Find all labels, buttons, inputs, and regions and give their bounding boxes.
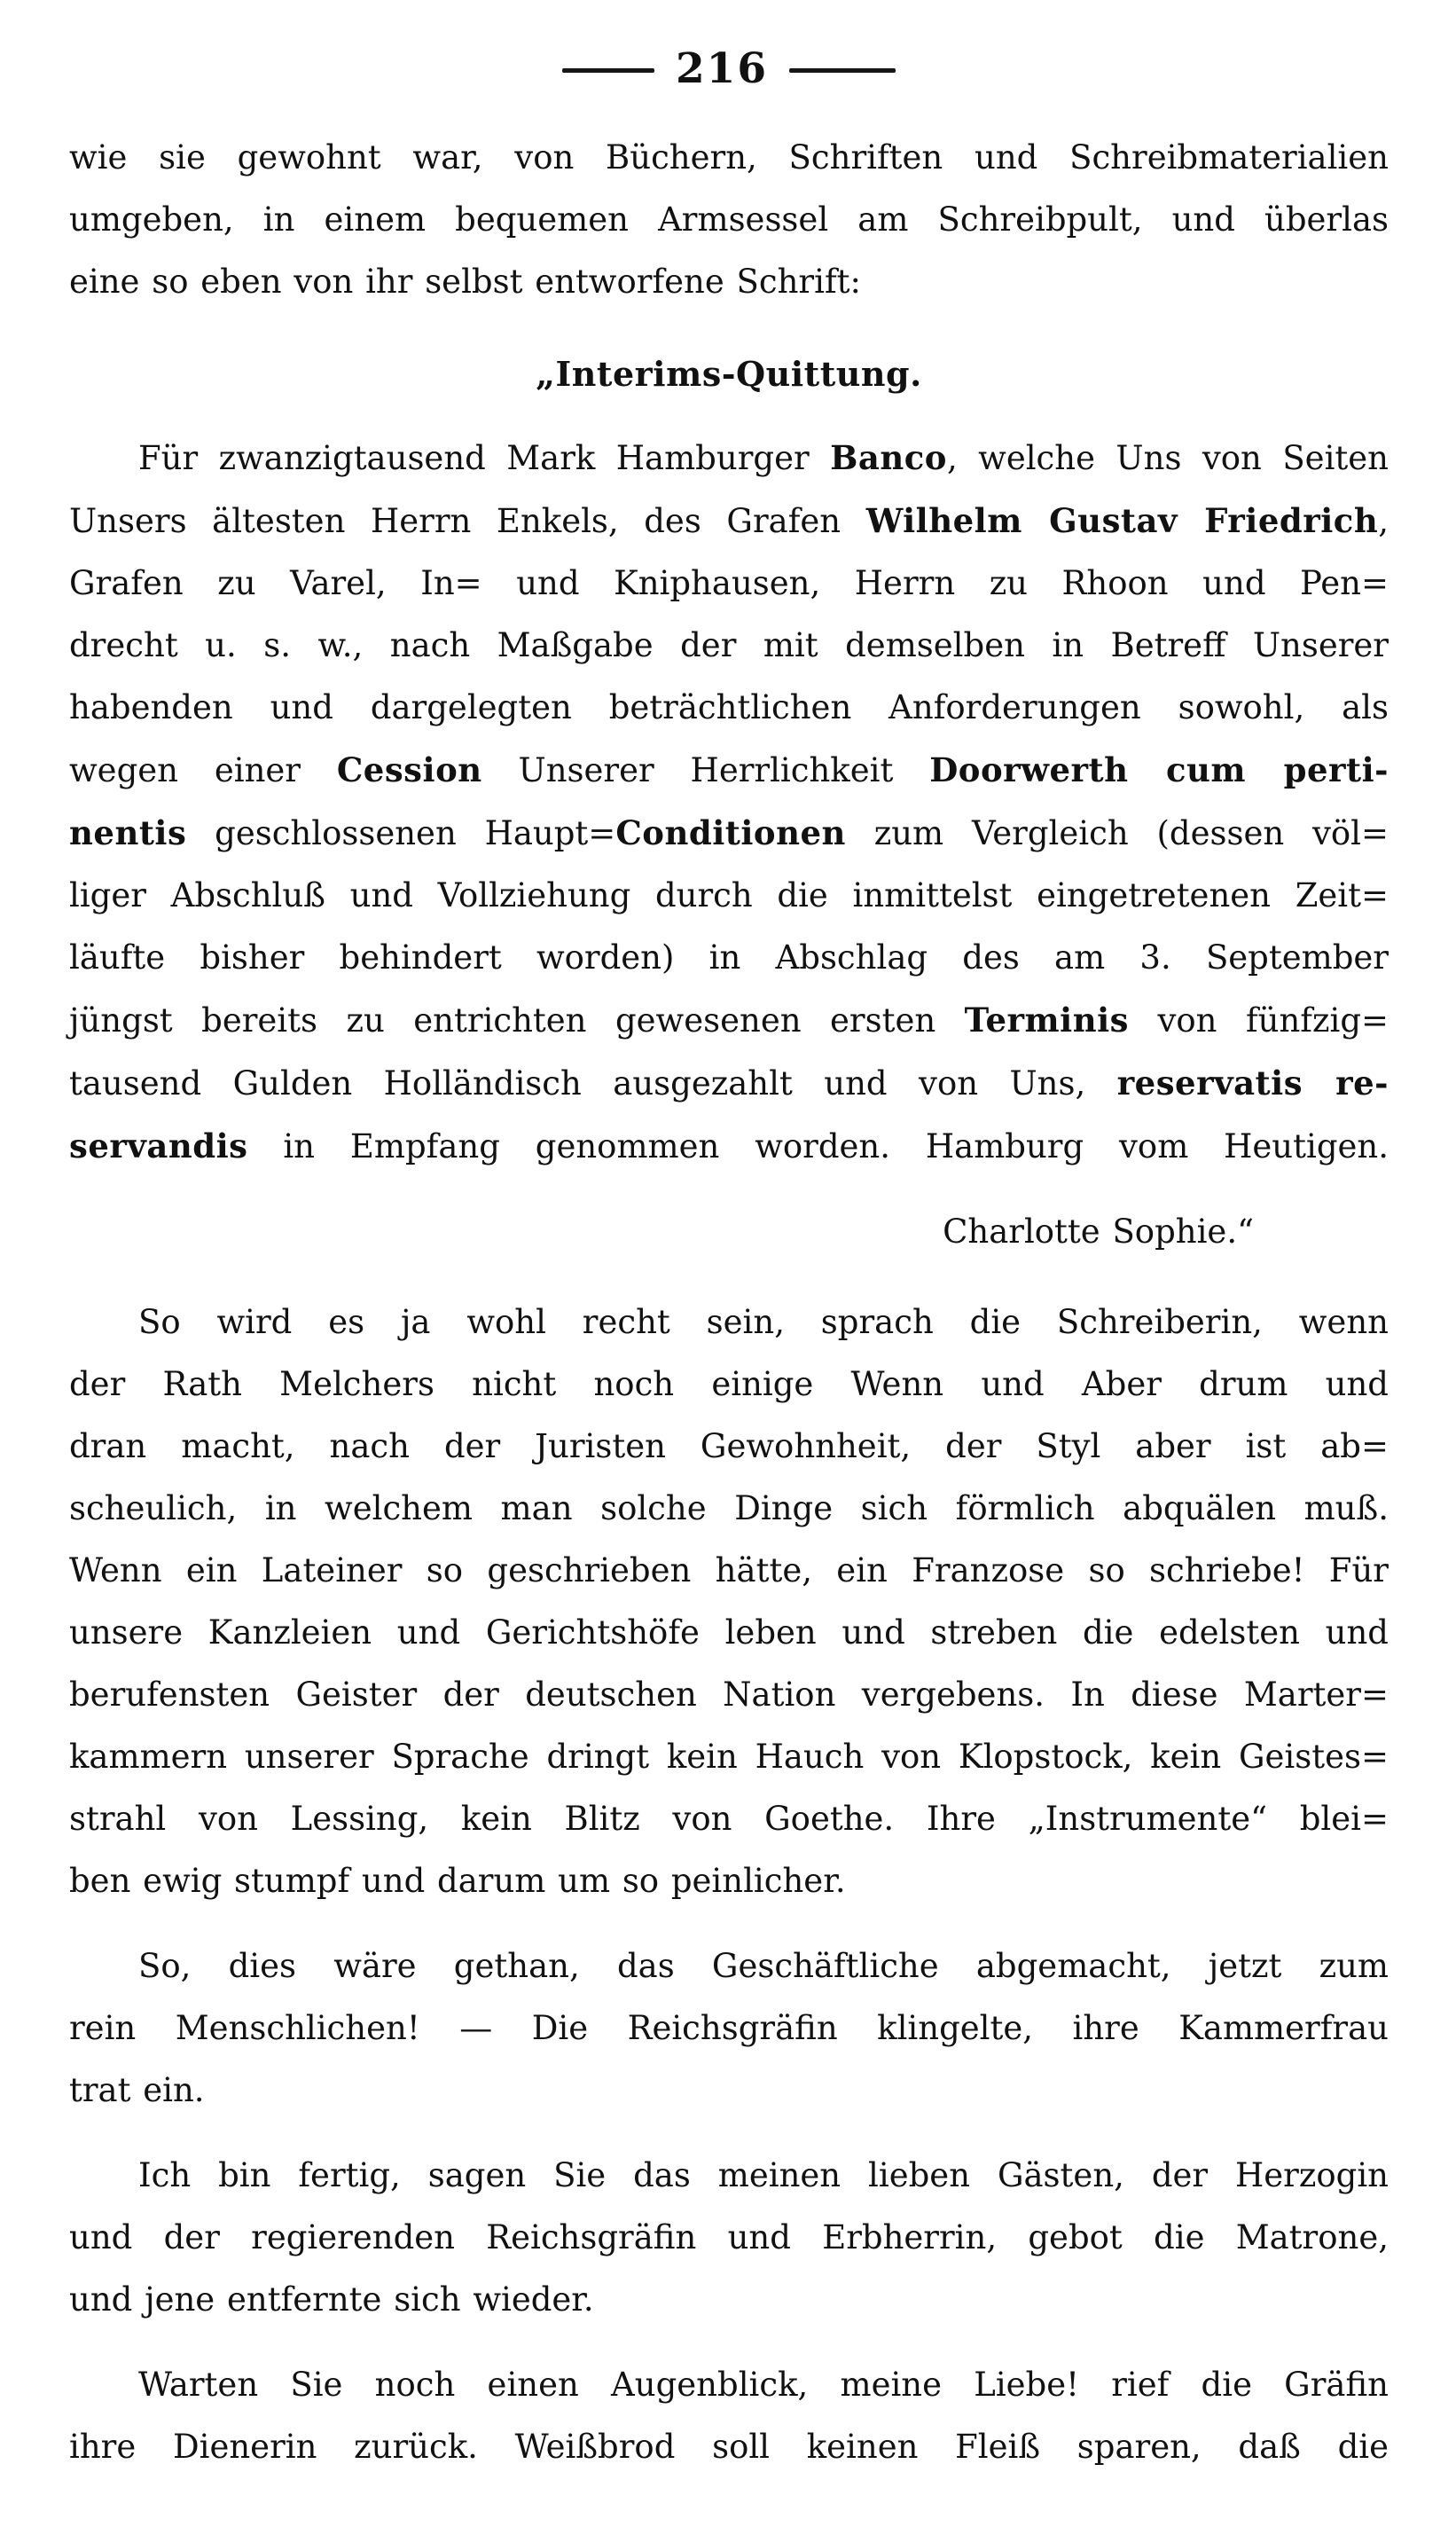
signature-line <box>69 1201 1389 1263</box>
antiqua-text-segment: Wilhelm Gustav Friedrich <box>865 501 1379 540</box>
text-line <box>69 2060 1389 2122</box>
fraktur-text-segment: Grafen zu Varel, In= und Kniphausen, Herrn zu Rhoon und Pen= <box>69 564 1389 602</box>
antiqua-text-segment: „Interims-Quittung. <box>536 354 922 394</box>
text-line <box>69 1664 1389 1726</box>
text-line <box>69 251 1389 313</box>
fraktur-text-segment: dran macht, nach der Juristen Gewohnheit, der Styl aber ist ab= <box>69 1427 1389 1465</box>
fraktur-text-segment: strahl von Lessing, kein Blitz von Goethe. Ihre „Instrumente“ blei= <box>69 1800 1389 1838</box>
paragraph <box>69 1291 1389 1912</box>
fraktur-text-segment: tausend Gulden Holländisch ausgezahlt und von Uns, <box>69 1064 1117 1103</box>
text-line <box>69 1850 1389 1912</box>
fraktur-text-segment: läufte bisher behindert worden) in Abschlag des am 3. September <box>69 938 1389 977</box>
text-line <box>69 490 1389 553</box>
antiqua-text-segment: Banco <box>830 438 947 477</box>
text-line <box>69 1935 1389 1997</box>
text-line <box>69 1291 1389 1354</box>
text-line <box>69 1416 1389 1478</box>
fraktur-text-segment: , welche Uns von Seiten <box>946 439 1389 477</box>
text-line <box>69 2269 1389 2331</box>
text-line <box>69 615 1389 677</box>
fraktur-text-segment: berufensten Geister der deutschen Nation vergebens. In diese Marter= <box>69 1676 1389 1714</box>
paragraph <box>69 127 1389 313</box>
fraktur-text-segment: Unsers ältesten Herrn Enkels, des Grafen <box>69 502 866 540</box>
fraktur-text-segment: Unserer Herrlichkeit <box>481 751 930 789</box>
fraktur-text-segment: und der regierenden Reichsgräfin und Erbherrin, gebot die Matrone, <box>69 2218 1389 2256</box>
text-line <box>69 2145 1389 2207</box>
text-line <box>69 1115 1389 1178</box>
antiqua-text-segment: Conditionen <box>615 813 846 852</box>
paragraph <box>69 1935 1389 2122</box>
fraktur-text-segment: scheulich, in welchem man solche Dinge sich förmlich abquälen muß. <box>69 1489 1389 1527</box>
fraktur-text-segment: rein Menschlichen! — Die Reichsgräfin klingelte, ihre Kammerfrau <box>69 2009 1389 2047</box>
fraktur-text-segment: zum Vergleich (dessen völ= <box>845 814 1389 852</box>
text-line <box>69 1788 1389 1850</box>
fraktur-text-segment: liger Abschluß und Vollziehung durch die inmittelst eingetretenen Zeit= <box>69 876 1389 914</box>
paragraph <box>69 2354 1389 2478</box>
text-line <box>69 1540 1389 1602</box>
fraktur-text-segment: der Rath Melchers nicht noch einige Wenn und Aber drum und <box>69 1365 1389 1403</box>
fraktur-text-segment: Wenn ein Lateiner so geschrieben hätte, ein Franzose so schriebe! Für <box>69 1551 1389 1589</box>
text-line <box>69 802 1389 865</box>
antiqua-text-segment: Cession <box>336 750 482 789</box>
fraktur-text-segment: So wird es ja wohl recht sein, sprach die Schreiberin, wenn <box>138 1303 1389 1341</box>
text-line <box>69 1726 1389 1788</box>
fraktur-text-segment: unsere Kanzleien und Gerichtshöfe leben und streben die edelsten und <box>69 1613 1389 1652</box>
text-line <box>69 427 1389 490</box>
receipt-heading <box>69 343 1389 405</box>
fraktur-text-segment: ben ewig stumpf und darum um so peinlicher. <box>69 1862 846 1900</box>
fraktur-text-segment: in Empfang genommen worden. Hamburg vom Heutigen. <box>247 1127 1389 1165</box>
text-line <box>69 343 1389 405</box>
fraktur-text-segment: jüngst bereits zu entrichten gewesenen ersten <box>69 1001 965 1040</box>
text-line <box>69 989 1389 1052</box>
text-line <box>69 1478 1389 1540</box>
antiqua-text-segment: reservatis re- <box>1116 1063 1389 1103</box>
text-line <box>69 865 1389 927</box>
fraktur-text-segment: und jene entfernte sich wieder. <box>69 2280 594 2319</box>
paragraph <box>69 2145 1389 2331</box>
text-line <box>69 927 1389 989</box>
fraktur-text-segment: umgeben, in einem bequemen Armsessel am Schreibpult, und überlas <box>69 200 1389 239</box>
fraktur-text-segment: habenden und dargelegten beträchtlichen Anforderungen sowohl, als <box>69 688 1389 726</box>
text-line <box>69 1354 1389 1416</box>
fraktur-text-segment: drecht u. s. w., nach Maßgabe der mit demselben in Betreff Unserer <box>69 626 1389 664</box>
text-line <box>69 2207 1389 2269</box>
fraktur-text-segment: , <box>1378 502 1389 540</box>
text-line <box>69 677 1389 739</box>
text-line <box>69 2354 1389 2416</box>
fraktur-text-segment: Für zwanzigtausend Mark Hamburger <box>138 439 831 477</box>
fraktur-text-segment: Warten Sie noch einen Augenblick, meine Liebe! rief die Gräfin <box>138 2366 1389 2404</box>
antiqua-text-segment: servandis <box>69 1126 248 1165</box>
header-rule-right-icon <box>789 68 896 73</box>
fraktur-text-segment: wie sie gewohnt war, von Büchern, Schriften und Schreibmaterialien <box>69 138 1389 177</box>
text-line <box>69 553 1389 615</box>
body-text <box>69 127 1389 2478</box>
fraktur-text-segment: wegen einer <box>69 751 337 789</box>
fraktur-text-segment: eine so eben von ihr selbst entworfene Schrift: <box>69 263 861 301</box>
fraktur-text-segment: Ich bin fertig, sagen Sie das meinen lieben Gästen, der Herzogin <box>138 2156 1389 2194</box>
fraktur-text-segment: trat ein. <box>69 2071 205 2109</box>
header-rule-left-icon <box>562 68 654 73</box>
text-line <box>69 127 1389 189</box>
text-line <box>69 1997 1389 2060</box>
text-line <box>69 2416 1389 2478</box>
fraktur-text-segment: ihre Dienerin zurück. Weißbrod soll keinen Fleiß sparen, daß die <box>69 2428 1389 2466</box>
page-number: 216 <box>675 44 769 93</box>
text-line <box>69 1602 1389 1664</box>
text-line <box>69 189 1389 251</box>
paragraph <box>69 427 1389 1178</box>
antiqua-text-segment: Doorwerth cum perti- <box>929 750 1389 789</box>
text-line <box>69 739 1389 802</box>
antiqua-text-segment: nentis <box>69 813 187 852</box>
fraktur-text-segment: So, dies wäre gethan, das Geschäftliche abgemacht, jetzt zum <box>138 1947 1389 1985</box>
text-line <box>69 1201 1389 1263</box>
fraktur-text-segment: geschlossenen Haupt= <box>186 814 616 852</box>
fraktur-text-segment: von fünfzig= <box>1129 1001 1389 1040</box>
fraktur-text-segment: Charlotte Sophie.“ <box>943 1212 1254 1251</box>
antiqua-text-segment: Terminis <box>964 1001 1129 1040</box>
fraktur-text-segment: kammern unserer Sprache dringt kein Hauch von Klopstock, kein Geistes= <box>69 1738 1389 1776</box>
page-header <box>69 44 1389 93</box>
text-line <box>69 1052 1389 1115</box>
